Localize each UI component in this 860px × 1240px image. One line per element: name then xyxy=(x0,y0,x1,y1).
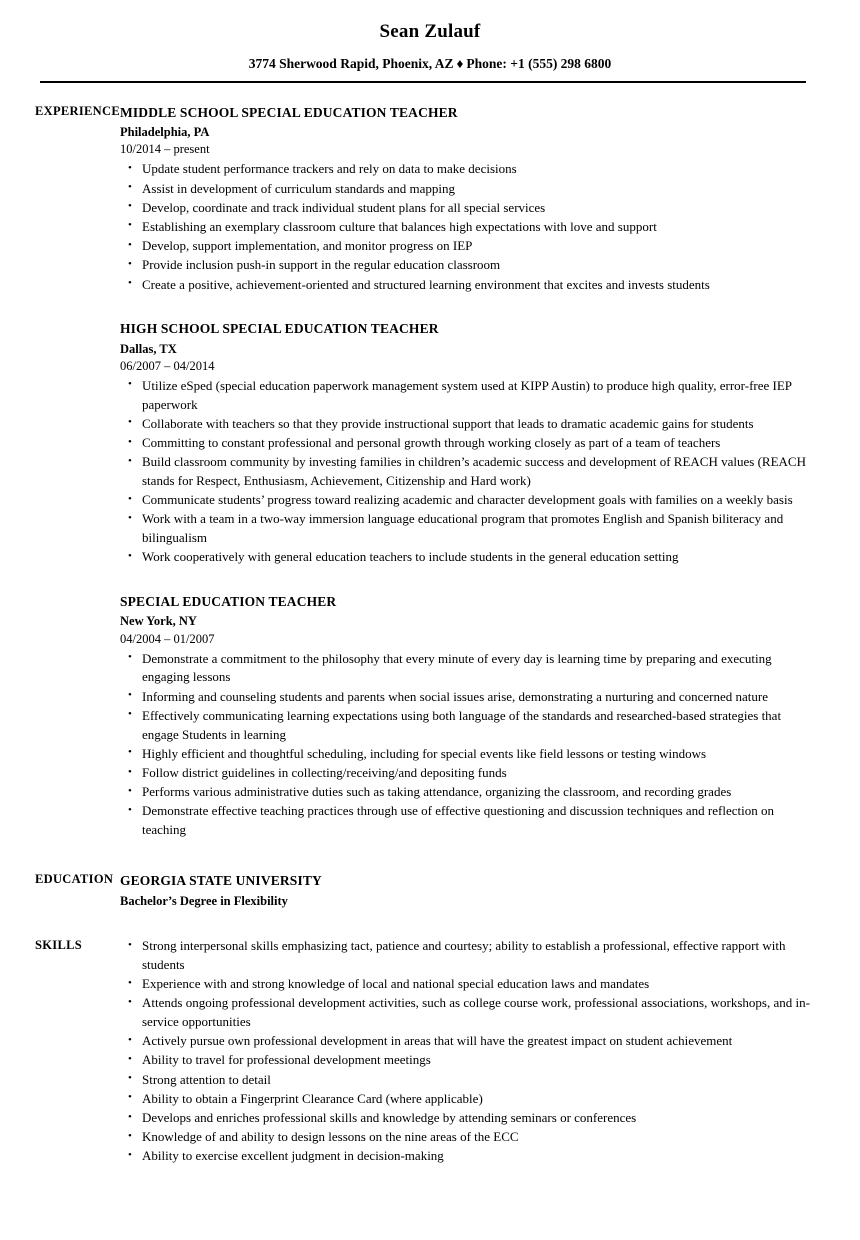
job-entry xyxy=(120,593,812,840)
skill-bullet: • Attends ongoing professional development activities, such as college course work, professional associations, workshops, and in-service opportunities xyxy=(120,994,812,1031)
job-bullet-list xyxy=(120,160,812,294)
candidate-name: Sean Zulauf xyxy=(379,21,481,42)
skill-bullet: • Ability to obtain a Fingerprint Clearance Card (where applicable) xyxy=(120,1090,812,1109)
education-degree: Bachelor’s Degree in Flexibility xyxy=(120,894,288,909)
job-bullet: • Provide inclusion push-in support in the regular education classroom xyxy=(120,256,812,275)
experience-body xyxy=(120,104,860,841)
job-title: MIDDLE SCHOOL SPECIAL EDUCATION TEACHER xyxy=(120,104,458,120)
skill-bullet: • Actively pursue own professional development in areas that will have the greatest impact on student achievement xyxy=(120,1032,812,1051)
job-bullet-list xyxy=(120,377,812,567)
job-bullet: • Committing to constant professional and personal growth through working closely as part of a team of teachers xyxy=(120,434,812,453)
job-bullet: • Develop, coordinate and track individual student plans for all special services xyxy=(120,199,812,218)
job-bullet: • Assist in development of curriculum standards and mapping xyxy=(120,180,812,199)
experience-section xyxy=(0,104,860,841)
skill-bullet: • Strong interpersonal skills emphasizing tact, patience and courtesy; ability to establish a professional, effective rapport with students xyxy=(120,937,812,974)
section-label-education: EDUCATION xyxy=(35,872,114,887)
job-bullet: • Update student performance trackers and rely on data to make decisions xyxy=(120,160,812,179)
education-section xyxy=(0,872,860,911)
job-bullet: • Communicate students’ progress toward realizing academic and character development goals with families on a weekly basis xyxy=(120,491,812,510)
diamond-separator-icon: ♦ xyxy=(456,55,464,71)
job-entry xyxy=(120,320,812,567)
skill-bullet: • Knowledge of and ability to design lessons on the nine areas of the ECC xyxy=(120,1128,812,1147)
job-bullet-list xyxy=(120,650,812,840)
job-bullet: • Follow district guidelines in collecting/receiving/and depositing funds xyxy=(120,764,812,783)
skill-bullet: • Develops and enriches professional skills and knowledge by attending seminars or conferences xyxy=(120,1109,812,1128)
skill-bullet: • Strong attention to detail xyxy=(120,1071,812,1090)
job-bullet: • Work cooperatively with general education teachers to include students in the general education setting xyxy=(120,548,812,567)
contact-line xyxy=(0,57,860,72)
job-location: New York, NY xyxy=(120,614,197,629)
skills-section xyxy=(0,937,860,1167)
contact-phone: Phone: +1 (555) 298 6800 xyxy=(466,55,612,71)
job-bullet: • Demonstrate a commitment to the philosophy that every minute of every day is learning time by preparing and executing engaging lessons xyxy=(120,650,812,687)
section-label-skills: SKILLS xyxy=(35,938,82,953)
job-bullet: • Work with a team in a two-way immersion language educational program that promotes English and Spanish biliteracy and bilingualism xyxy=(120,510,812,547)
job-bullet: • Develop, support implementation, and monitor progress on IEP xyxy=(120,237,812,256)
skills-body xyxy=(120,937,860,1167)
job-dates: 04/2004 – 01/2007 xyxy=(120,631,215,646)
job-location: Philadelphia, PA xyxy=(120,124,210,139)
resume-header xyxy=(0,0,860,72)
job-bullet: • Highly efficient and thoughtful scheduling, including for special events like field lessons or testing windows xyxy=(120,745,812,764)
section-label-experience: EXPERIENCE xyxy=(35,103,120,118)
education-school: GEORGIA STATE UNIVERSITY xyxy=(120,873,322,889)
job-bullet: • Performs various administrative duties such as taking attendance, organizing the classroom, and recording grades xyxy=(120,783,812,802)
job-bullet: • Effectively communicating learning expectations using both language of the standards and researched-based strategies that engage Students in learning xyxy=(120,707,812,744)
job-bullet: • Collaborate with teachers so that they provide instructional support that leads to dramatic academic gains for students xyxy=(120,415,812,434)
job-title: HIGH SCHOOL SPECIAL EDUCATION TEACHER xyxy=(120,321,439,337)
skill-bullet: • Ability to travel for professional development meetings xyxy=(120,1051,812,1070)
job-dates: 10/2014 – present xyxy=(120,142,210,157)
job-entry xyxy=(120,104,812,295)
skills-bullet-list xyxy=(120,937,812,1166)
job-dates: 06/2007 – 04/2014 xyxy=(120,359,215,374)
header-divider xyxy=(40,81,806,83)
job-bullet: • Utilize eSped (special education paperwork management system used at KIPP Austin) to produce high quality, error-free IEP paperwork xyxy=(120,377,812,414)
skill-bullet: • Experience with and strong knowledge of local and national special education laws and mandates xyxy=(120,975,812,994)
job-bullet: • Informing and counseling students and parents when social issues arise, demonstrating a nurturing and concerned nature xyxy=(120,688,812,707)
skill-bullet: • Ability to exercise excellent judgment in decision-making xyxy=(120,1147,812,1166)
job-location: Dallas, TX xyxy=(120,341,177,356)
job-bullet: • Establishing an exemplary classroom culture that balances high expectations with love and support xyxy=(120,218,812,237)
job-bullet: • Demonstrate effective teaching practices through use of effective questioning and discussion techniques and reflection on teaching xyxy=(120,802,812,839)
job-bullet: • Build classroom community by investing families in children’s academic success and development of REACH values (REACH stands for Respect, Enthusiasm, Achievement, Citizenship and Hard work) xyxy=(120,453,812,490)
job-bullet: • Create a positive, achievement-oriented and structured learning environment that excites and invests students xyxy=(120,276,812,295)
education-body xyxy=(120,872,860,911)
contact-address: 3774 Sherwood Rapid, Phoenix, AZ xyxy=(248,55,454,71)
job-title: SPECIAL EDUCATION TEACHER xyxy=(120,594,337,610)
